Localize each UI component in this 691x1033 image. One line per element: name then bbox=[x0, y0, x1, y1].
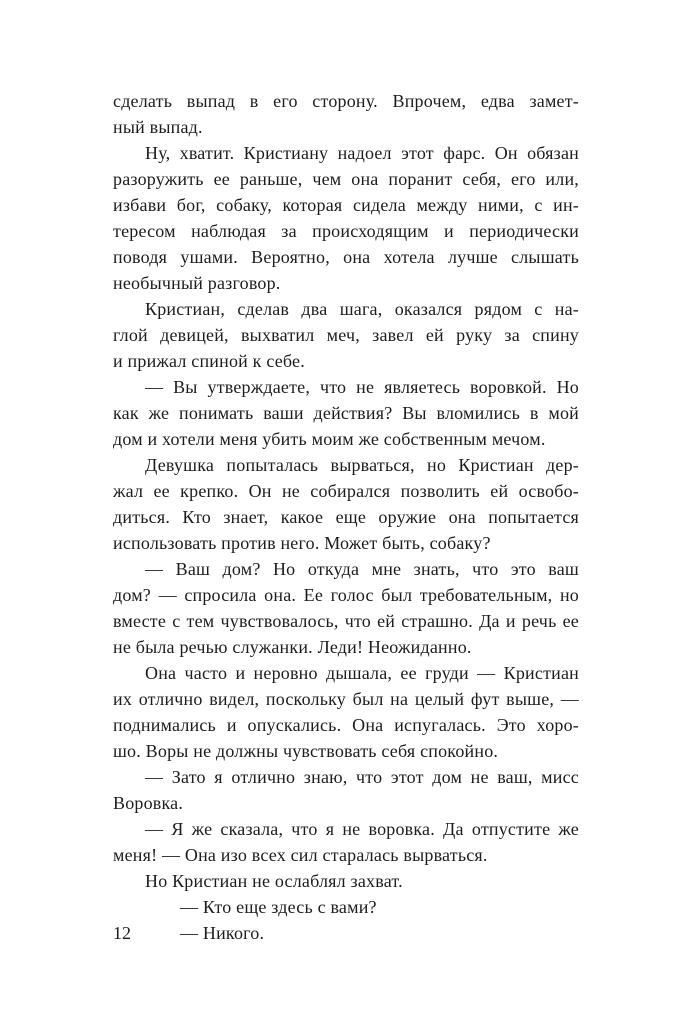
text-line: — Ваш дом? Но откуда мне знать, что это ваш bbox=[145, 559, 579, 579]
text-line: Она часто и неровно дышала, ее груди — Кристиан bbox=[145, 663, 579, 683]
text-line: жал ее крепко. Он не собирался позволить ей освобо- bbox=[113, 481, 579, 501]
text-line: избави бог, собаку, которая сидела между ними, с ин- bbox=[113, 195, 579, 215]
text-line: не была речью служанки. Леди! Неожиданно. bbox=[113, 637, 472, 657]
text-line: Кристиан, сделав два шага, оказался рядом с на- bbox=[145, 299, 579, 319]
text-line: разоружить ее раньше, чем она поранит себя, его или, bbox=[113, 169, 579, 189]
text-line: использовать против него. Может быть, собаку? bbox=[113, 533, 491, 553]
text-line: — Я же сказала, что я не воровка. Да отпустите же bbox=[145, 819, 579, 839]
text-line: — Зато я отлично знаю, что этот дом не ваш, мисс bbox=[145, 767, 579, 787]
text-line: как же понимать ваши действия? Вы вломились в мой bbox=[113, 403, 579, 423]
text-line: ный выпад. bbox=[113, 117, 203, 137]
text-line: глой девицей, выхватил меч, завел ей руку за спину bbox=[113, 325, 579, 345]
text-line: вместе с тем чувствовалось, что ей страшно. Да и речь ее bbox=[113, 611, 579, 631]
text-line: шо. Воры не должны чувствовать себя спокойно. bbox=[113, 741, 499, 761]
text-line: — Вы утверждаете, что не являетесь воровкой. Но bbox=[145, 377, 579, 397]
text-line: необычный разговор. bbox=[113, 273, 281, 293]
text-line: меня! — Она изо всех сил старалась вырваться. bbox=[113, 845, 488, 865]
text-line: Воровка. bbox=[113, 793, 184, 813]
text-line: тересом наблюдая за происходящим и периодически bbox=[113, 221, 579, 241]
page-number: 12 bbox=[113, 923, 131, 943]
text-line: и прижал спиной к себе. bbox=[113, 351, 305, 371]
text-line: — Никого. bbox=[180, 923, 265, 943]
text-line: дом? — спросила она. Ее голос был требовательным, но bbox=[113, 585, 579, 605]
page-text bbox=[113, 88, 579, 946]
text-line: поводя ушами. Вероятно, она хотела лучше слышать bbox=[113, 247, 579, 267]
text-line: Ну, хватит. Кристиану надоел этот фарс. Он обязан bbox=[145, 143, 579, 163]
text-line: поднимались и опускались. Она испугалась. Это хоро- bbox=[113, 715, 579, 735]
text-line: сделать выпад в его сторону. Впрочем, едва замет- bbox=[113, 91, 579, 111]
text-line: — Кто еще здесь с вами? bbox=[180, 897, 377, 917]
text-line: дом и хотели меня убить моим же собственным мечом. bbox=[113, 429, 546, 449]
text-line: Девушка попыталась вырваться, но Кристиан дер- bbox=[145, 455, 579, 475]
text-line: их отлично видел, поскольку был на целый фут выше, — bbox=[113, 689, 579, 709]
text-line: диться. Кто знает, какое еще оружие она попытается bbox=[113, 507, 579, 527]
text-line: Но Кристиан не ослаблял захват. bbox=[145, 871, 403, 891]
